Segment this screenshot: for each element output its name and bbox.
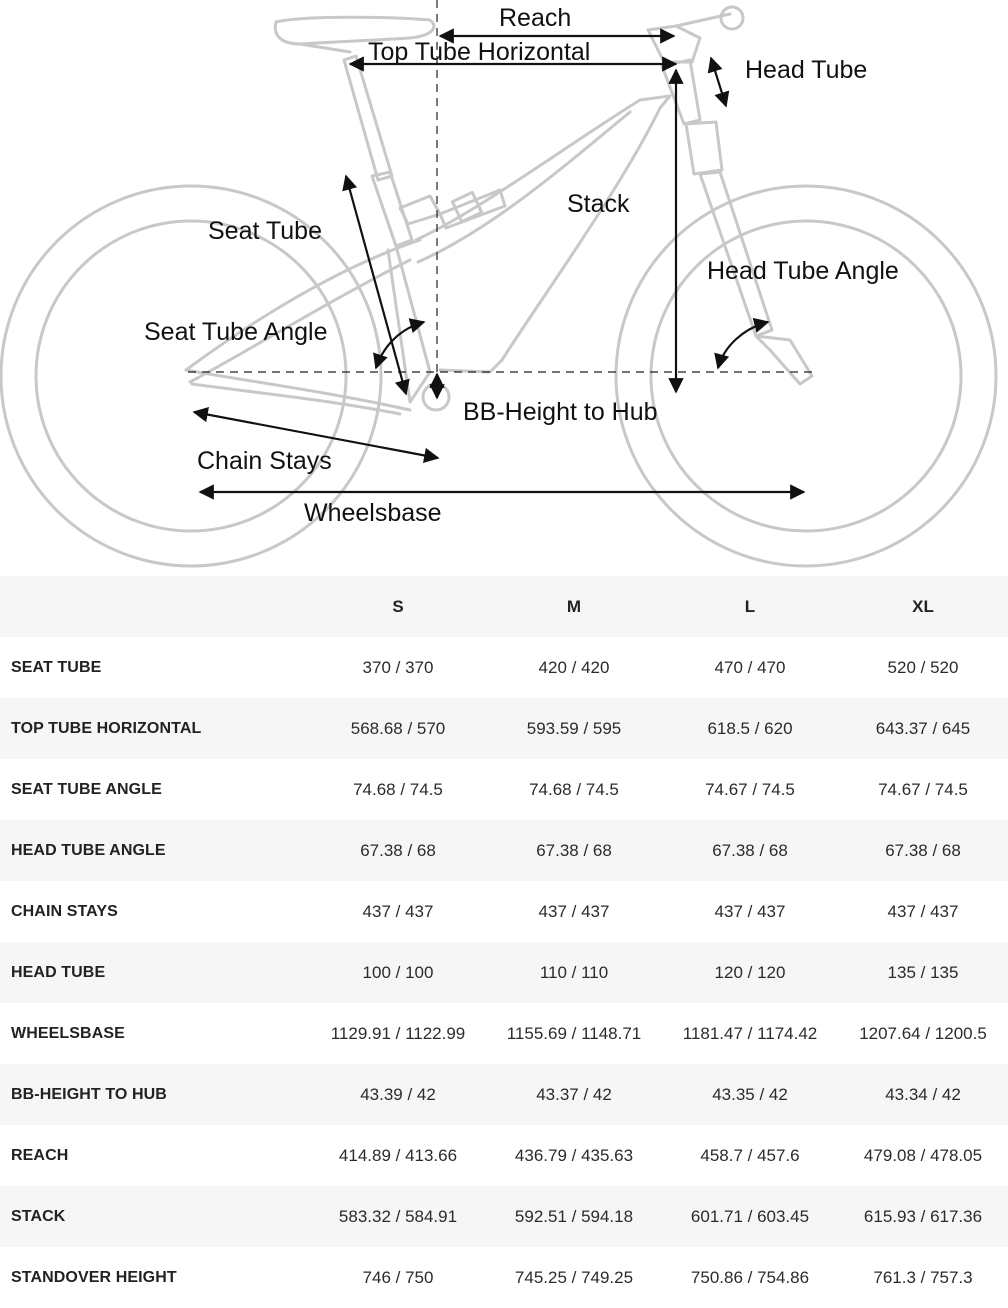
table-row [0, 1064, 1008, 1125]
head-tube-angle-arc [718, 322, 768, 368]
table-row [0, 759, 1008, 820]
row-label: HEAD TUBE [0, 942, 310, 1003]
row-label: REACH [0, 1125, 310, 1186]
table-cell: 414.89 / 413.66 [310, 1125, 486, 1186]
table-cell: 67.38 / 68 [310, 820, 486, 881]
row-label: BB-HEIGHT TO HUB [0, 1064, 310, 1125]
table-cell: 1181.47 / 1174.42 [662, 1003, 838, 1064]
row-label: SEAT TUBE ANGLE [0, 759, 310, 820]
table-cell: 74.67 / 74.5 [662, 759, 838, 820]
table-row [0, 942, 1008, 1003]
table-row [0, 820, 1008, 881]
table-cell: 618.5 / 620 [662, 698, 838, 759]
bike-drawing [0, 0, 1008, 576]
table-row [0, 1125, 1008, 1186]
label-chain-stays: Chain Stays [197, 447, 332, 475]
table-cell: 1129.91 / 1122.99 [310, 1003, 486, 1064]
row-label: HEAD TUBE ANGLE [0, 820, 310, 881]
table-row [0, 881, 1008, 942]
label-stack: Stack [567, 190, 630, 218]
table-cell: 458.7 / 457.6 [662, 1125, 838, 1186]
header-size-m: M [486, 576, 662, 637]
row-label: STANDOVER HEIGHT [0, 1247, 310, 1308]
table-cell: 100 / 100 [310, 942, 486, 1003]
table-cell: 67.38 / 68 [486, 820, 662, 881]
table-cell: 436.79 / 435.63 [486, 1125, 662, 1186]
table-cell: 420 / 420 [486, 637, 662, 698]
label-top-tube-horizontal: Top Tube Horizontal [368, 38, 591, 66]
geometry-table [0, 576, 1008, 1308]
table-cell: 43.35 / 42 [662, 1064, 838, 1125]
row-label: TOP TUBE HORIZONTAL [0, 698, 310, 759]
table-cell: 583.32 / 584.91 [310, 1186, 486, 1247]
table-cell: 437 / 437 [486, 881, 662, 942]
label-reach: Reach [499, 4, 572, 32]
table-cell: 67.38 / 68 [662, 820, 838, 881]
head-tube-arrow [711, 58, 726, 106]
table-cell: 43.34 / 42 [838, 1064, 1008, 1125]
label-seat-tube: Seat Tube [208, 217, 322, 245]
geometry-diagram [0, 0, 1008, 576]
table-cell: 43.39 / 42 [310, 1064, 486, 1125]
table-cell: 1207.64 / 1200.5 [838, 1003, 1008, 1064]
seat-tube-arrow [346, 176, 406, 394]
table-cell: 601.71 / 603.45 [662, 1186, 838, 1247]
table-cell: 761.3 / 757.3 [838, 1247, 1008, 1308]
label-head-tube-angle: Head Tube Angle [707, 257, 899, 285]
row-label: STACK [0, 1186, 310, 1247]
table-cell: 1155.69 / 1148.71 [486, 1003, 662, 1064]
table-cell: 437 / 437 [310, 881, 486, 942]
table-cell: 520 / 520 [838, 637, 1008, 698]
table-cell: 470 / 470 [662, 637, 838, 698]
table-cell: 745.25 / 749.25 [486, 1247, 662, 1308]
table-row [0, 1247, 1008, 1308]
table-cell: 593.59 / 595 [486, 698, 662, 759]
table-cell: 370 / 370 [310, 637, 486, 698]
row-label: SEAT TUBE [0, 637, 310, 698]
label-seat-tube-angle: Seat Tube Angle [144, 318, 328, 346]
row-label: WHEELSBASE [0, 1003, 310, 1064]
table-cell: 120 / 120 [662, 942, 838, 1003]
table-row [0, 1186, 1008, 1247]
table-cell: 437 / 437 [838, 881, 1008, 942]
table-cell: 479.08 / 478.05 [838, 1125, 1008, 1186]
header-empty-cell [0, 576, 310, 637]
bike-frame [186, 4, 812, 414]
table-cell: 135 / 135 [838, 942, 1008, 1003]
label-wheelsbase: Wheelsbase [304, 499, 442, 527]
table-cell: 592.51 / 594.18 [486, 1186, 662, 1247]
label-head-tube: Head Tube [745, 56, 868, 84]
table-header-row [0, 576, 1008, 637]
table-row [0, 698, 1008, 759]
table-cell: 746 / 750 [310, 1247, 486, 1308]
table-row [0, 1003, 1008, 1064]
table-cell: 110 / 110 [486, 942, 662, 1003]
table-cell: 437 / 437 [662, 881, 838, 942]
label-bb-height-to-hub: BB-Height to Hub [463, 398, 658, 426]
table-row [0, 637, 1008, 698]
header-size-xl: XL [838, 576, 1008, 637]
table-cell: 750.86 / 754.86 [662, 1247, 838, 1308]
table-cell: 74.68 / 74.5 [486, 759, 662, 820]
table-cell: 74.68 / 74.5 [310, 759, 486, 820]
table-cell: 643.37 / 645 [838, 698, 1008, 759]
header-size-l: L [662, 576, 838, 637]
front-wheel [616, 186, 996, 566]
table-cell: 615.93 / 617.36 [838, 1186, 1008, 1247]
table-cell: 67.38 / 68 [838, 820, 1008, 881]
table-cell: 74.67 / 74.5 [838, 759, 1008, 820]
table-cell: 568.68 / 570 [310, 698, 486, 759]
table-cell: 43.37 / 42 [486, 1064, 662, 1125]
row-label: CHAIN STAYS [0, 881, 310, 942]
header-size-s: S [310, 576, 486, 637]
